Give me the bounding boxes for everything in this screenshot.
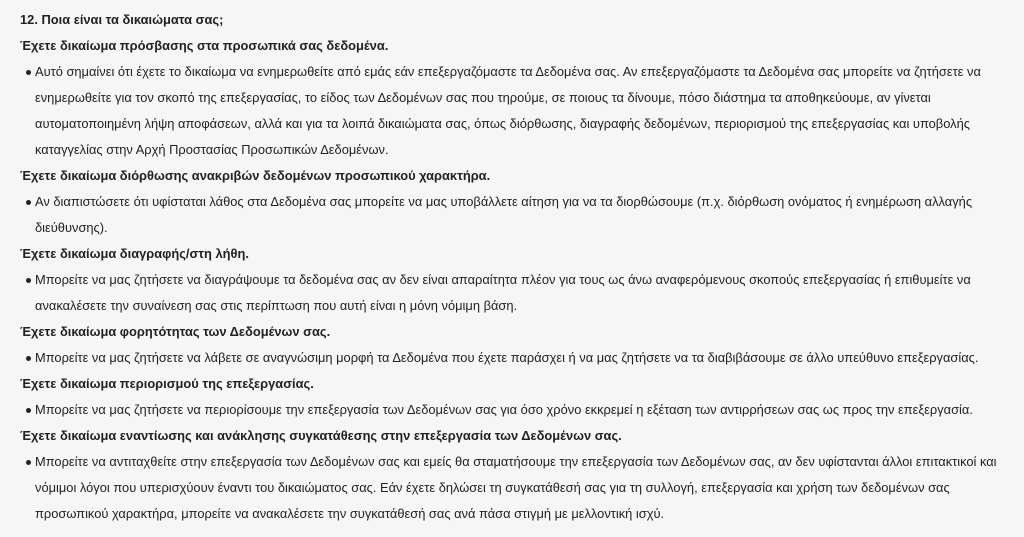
bullet-dot-icon xyxy=(26,278,31,283)
bullet-text-line: προσωπικού χαρακτήρα, μπορείτε να ανακαλέσετε την συγκατάθεσή σας ανά πάσα στιγμή με μελλοντική ισχύ. xyxy=(35,506,665,521)
bullet-dot-icon xyxy=(26,460,31,465)
bullet-text-line: διεύθυνσης). xyxy=(35,220,108,235)
bullet-text-line: Μπορείτε να αντιταχθείτε στην επεξεργασία των Δεδομένων σας και εμείς θα σταματήσουμε την επεξεργασία των Δεδομένων σας, αν δεν υφίστανται άλλοι επιτακτικοί και xyxy=(35,454,997,469)
bullet-dot-icon xyxy=(26,70,31,75)
bullet-text-line: Μπορείτε να μας ζητήσετε να λάβετε σε αναγνώσιμη μορφή τα Δεδομένα που έχετε παράσχει ή να μας ζητήσετε να τα διαβιβάσουμε σε άλλο υπεύθυνο επεξεργασίας. xyxy=(35,350,979,365)
right-heading-portability: Έχετε δικαίωμα φορητότητας των Δεδομένων σας. xyxy=(20,324,331,339)
right-bullet-rectification xyxy=(20,189,1004,241)
page-title: 12. Ποια είναι τα δικαιώματα σας; xyxy=(20,12,224,27)
bullet-text-line: αυτοματοποιημένη λήψη αποφάσεων, αλλά και για τα λοιπά δικαιώματα σας, όπως διόρθωσης, διαγραφής δεδομένων, περιορισμού της επεξεργασίας και υποβολής xyxy=(35,116,970,131)
right-bullet-restriction xyxy=(20,397,1004,423)
right-bullet-objection xyxy=(20,449,1004,527)
bullet-text-line: Μπορείτε να μας ζητήσετε να περιορίσουμε την επεξεργασία των Δεδομένων σας για όσο χρόνο εκκρεμεί η εξέταση των αντιρρήσεων σας ως προς την επεξεργασία. xyxy=(35,402,973,417)
right-heading-objection: Έχετε δικαίωμα εναντίωσης και ανάκλησης συγκατάθεσης στην επεξεργασία των Δεδομένων σας. xyxy=(20,428,622,443)
right-bullet-erasure xyxy=(20,267,1004,319)
right-heading-restriction: Έχετε δικαίωμα περιορισμού της επεξεργασίας. xyxy=(20,376,314,391)
bullet-dot-icon xyxy=(26,356,31,361)
bullet-text-line: ανακαλέσετε την συναίνεση σας στις περίπτωση που αυτή είναι η μόνη νόμιμη βάση. xyxy=(35,298,518,313)
right-bullet-portability xyxy=(20,345,1004,371)
bullet-text-line: Αυτό σημαίνει ότι έχετε το δικαίωμα να ενημερωθείτε από εμάς εάν επεξεργαζόμαστε τα Δεδομένα σας. Αν επεξεργαζόμαστε τα Δεδομένα σας μπορείτε να ζητήσετε να xyxy=(35,64,981,79)
right-bullet-access xyxy=(20,59,1004,163)
bullet-dot-icon xyxy=(26,200,31,205)
bullet-text-line: Αν διαπιστώσετε ότι υφίσταται λάθος στα Δεδομένα σας μπορείτε να μας υποβάλλετε αίτηση για να τα διορθώσουμε (π.χ. διόρθωση ονόματος ή ενημέρωση αλλαγής xyxy=(35,194,973,209)
bullet-text-line: νόμιμοι λόγοι που υπερισχύουν έναντι του δικαιώματος σας. Εάν έχετε δηλώσει τη συγκατάθεσή σας για τη συλλογή, επεξεργασία και χρήση των δεδομένων σας xyxy=(35,480,950,495)
bullet-text-line: καταγγελίας στην Αρχή Προστασίας Προσωπικών Δεδομένων. xyxy=(35,142,389,157)
bullet-dot-icon xyxy=(26,408,31,413)
right-heading-rectification: Έχετε δικαίωμα διόρθωσης ανακριβών δεδομένων προσωπικού χαρακτήρα. xyxy=(20,168,491,183)
bullet-text-line: ενημερωθείτε για τον σκοπό της επεξεργασίας, το είδος των Δεδομένων σας που τηρούμε, σε ποιους τα δίνουμε, πόσο διάστημα τα αποθηκεύουμε, αν γίνεται xyxy=(35,90,931,105)
bullet-text-line: Μπορείτε να μας ζητήσετε να διαγράψουμε τα δεδομένα σας αν δεν είναι απαραίτητα πλέον για τους ως άνω αναφερόμενους σκοπούς επεξεργασίας ή επιθυμείτε να xyxy=(35,272,971,287)
right-heading-erasure: Έχετε δικαίωμα διαγραφής/στη λήθη. xyxy=(20,246,249,261)
right-heading-access: Έχετε δικαίωμα πρόσβασης στα προσωπικά σας δεδομένα. xyxy=(20,38,389,53)
